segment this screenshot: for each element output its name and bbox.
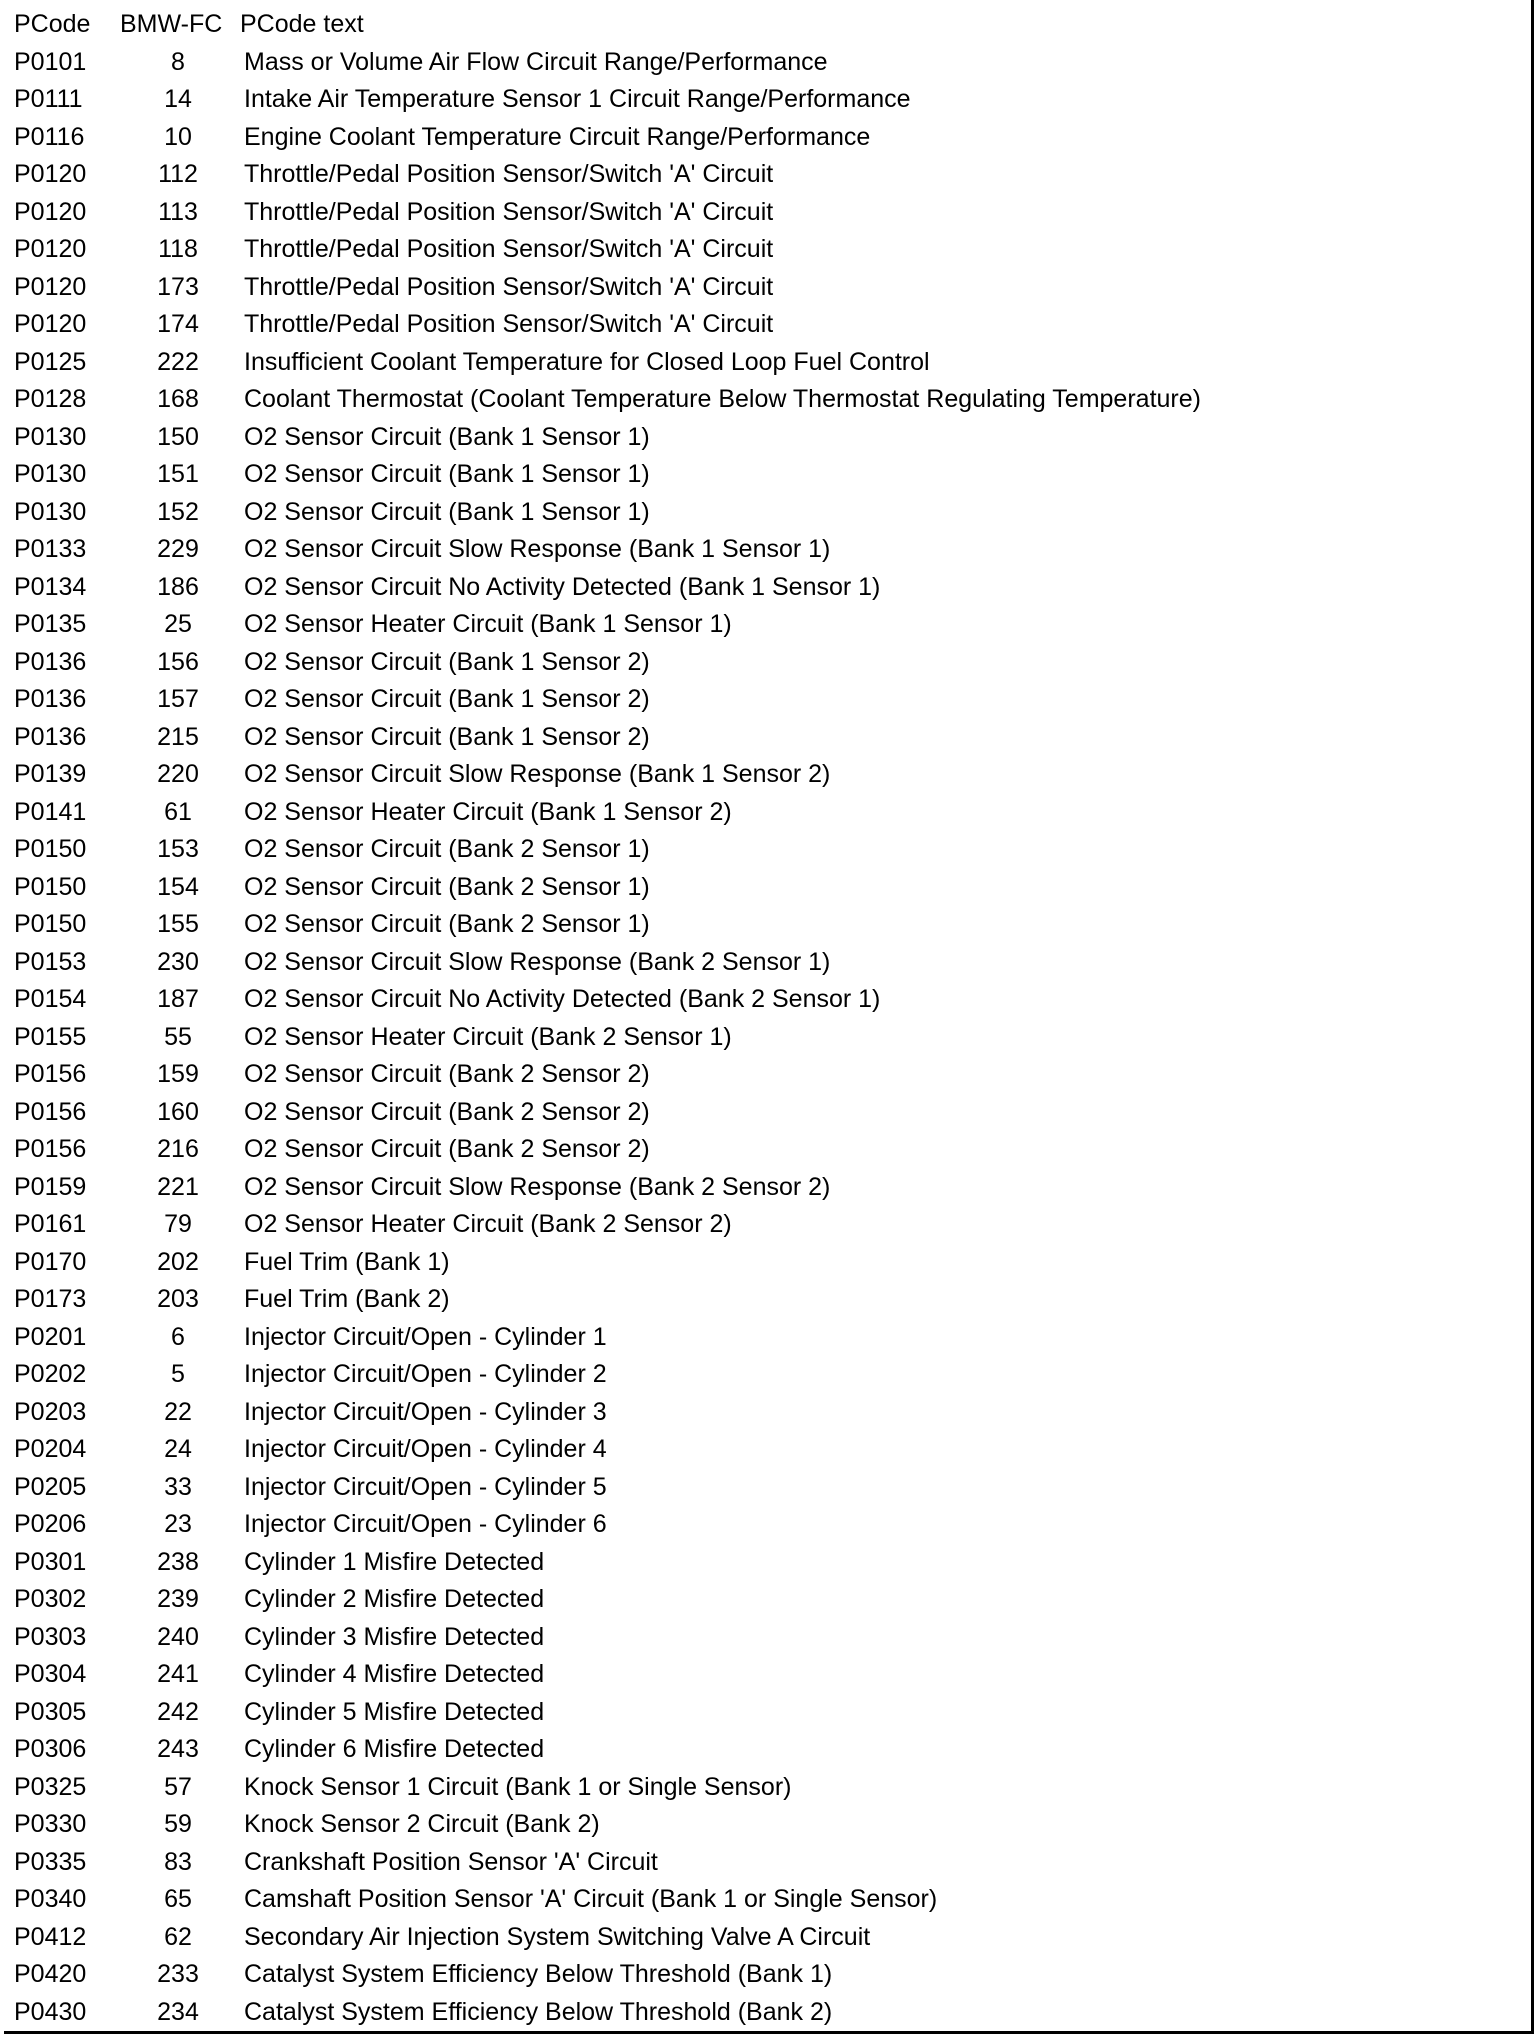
pcode-text-cell: Throttle/Pedal Position Sensor/Switch 'A' Circuit bbox=[244, 235, 774, 263]
bmw-fc-cell: 83 bbox=[164, 1847, 192, 1876]
pcode-text-cell: Cylinder 1 Misfire Detected bbox=[244, 1547, 545, 1576]
table-row bbox=[4, 44, 1530, 82]
pcode-cell: P0120 bbox=[14, 310, 87, 338]
pcode-cell: P0202 bbox=[14, 1360, 87, 1388]
bmw-fc-cell: 221 bbox=[157, 1172, 199, 1201]
table-row bbox=[4, 1581, 1530, 1619]
fault-code-sheet bbox=[4, 0, 1534, 2034]
bmw-fc-cell: 186 bbox=[157, 572, 199, 601]
bmw-fc-cell: 202 bbox=[157, 1247, 199, 1276]
pcode-text-cell: O2 Sensor Circuit (Bank 1 Sensor 2) bbox=[244, 722, 650, 751]
table-row bbox=[4, 644, 1530, 682]
pcode-cell: P0116 bbox=[14, 122, 85, 151]
pcode-text-cell: Throttle/Pedal Position Sensor/Switch 'A' Circuit bbox=[244, 160, 774, 188]
pcode-text-cell: O2 Sensor Circuit (Bank 2 Sensor 2) bbox=[244, 1135, 650, 1163]
pcode-text-cell: O2 Sensor Circuit (Bank 1 Sensor 1) bbox=[244, 422, 650, 451]
pcode-text-cell: Knock Sensor 1 Circuit (Bank 1 or Single Sensor) bbox=[244, 1772, 792, 1801]
table-row bbox=[4, 1544, 1530, 1582]
pcode-text-cell: Injector Circuit/Open - Cylinder 4 bbox=[244, 1435, 607, 1463]
table-row bbox=[4, 381, 1530, 419]
pcode-cell: P0125 bbox=[14, 347, 87, 376]
table-row bbox=[4, 419, 1530, 457]
bmw-fc-cell: 57 bbox=[164, 1772, 192, 1801]
bmw-fc-cell: 152 bbox=[157, 497, 199, 526]
pcode-cell: P0134 bbox=[14, 572, 87, 601]
bmw-fc-cell: 157 bbox=[157, 685, 199, 713]
bmw-fc-cell: 55 bbox=[164, 1022, 192, 1051]
table-body bbox=[4, 44, 1530, 2032]
bmw-fc-cell: 5 bbox=[171, 1360, 185, 1388]
table-header-row bbox=[4, 6, 1530, 44]
bmw-fc-cell: 150 bbox=[157, 422, 199, 451]
table-row bbox=[4, 81, 1530, 119]
bmw-fc-cell: 215 bbox=[157, 722, 199, 751]
bmw-fc-cell: 233 bbox=[157, 1960, 199, 1988]
header-pcode: PCode bbox=[14, 10, 91, 38]
pcode-text-cell: Fuel Trim (Bank 1) bbox=[244, 1247, 450, 1276]
table-row bbox=[4, 569, 1530, 607]
pcode-cell: P0153 bbox=[14, 947, 87, 976]
bmw-fc-cell: 59 bbox=[164, 1810, 192, 1838]
bmw-fc-cell: 6 bbox=[171, 1322, 185, 1351]
bmw-fc-cell: 238 bbox=[157, 1547, 199, 1576]
pcode-cell: P0159 bbox=[14, 1172, 87, 1201]
pcode-cell: P0156 bbox=[14, 1135, 87, 1163]
pcode-text-cell: O2 Sensor Circuit (Bank 2 Sensor 1) bbox=[244, 910, 650, 938]
pcode-text-cell: Cylinder 4 Misfire Detected bbox=[244, 1660, 545, 1688]
bmw-fc-cell: 173 bbox=[157, 272, 199, 301]
bmw-fc-cell: 239 bbox=[157, 1585, 199, 1613]
pcode-text-cell: Mass or Volume Air Flow Circuit Range/Performance bbox=[244, 47, 828, 76]
pcode-text-cell: Intake Air Temperature Sensor 1 Circuit Range/Performance bbox=[244, 85, 911, 113]
header-bmw-fc: BMW-FC bbox=[120, 10, 223, 38]
table-row bbox=[4, 1956, 1530, 1994]
pcode-text-cell: Throttle/Pedal Position Sensor/Switch 'A' Circuit bbox=[244, 310, 774, 338]
pcode-text-cell: O2 Sensor Circuit Slow Response (Bank 1 Sensor 2) bbox=[244, 760, 831, 788]
pcode-text-cell: Cylinder 6 Misfire Detected bbox=[244, 1735, 545, 1763]
table-row bbox=[4, 269, 1530, 307]
table-row bbox=[4, 1694, 1530, 1732]
pcode-cell: P0170 bbox=[14, 1247, 87, 1276]
pcode-text-cell: O2 Sensor Heater Circuit (Bank 2 Sensor 1) bbox=[244, 1022, 732, 1051]
table-row bbox=[4, 1656, 1530, 1694]
pcode-text-cell: O2 Sensor Circuit (Bank 2 Sensor 1) bbox=[244, 835, 650, 863]
bmw-fc-cell: 156 bbox=[157, 647, 199, 676]
bmw-fc-cell: 24 bbox=[164, 1435, 192, 1463]
table-row bbox=[4, 869, 1530, 907]
bmw-fc-cell: 23 bbox=[164, 1510, 192, 1538]
table-row bbox=[4, 119, 1530, 157]
bmw-fc-cell: 153 bbox=[157, 835, 199, 863]
pcode-cell: P0201 bbox=[14, 1322, 87, 1351]
table-row bbox=[4, 606, 1530, 644]
bmw-fc-cell: 160 bbox=[157, 1097, 199, 1126]
pcode-cell: P0325 bbox=[14, 1772, 87, 1801]
pcode-text-cell: O2 Sensor Circuit (Bank 1 Sensor 2) bbox=[244, 685, 650, 713]
table-row bbox=[4, 1131, 1530, 1169]
table-row bbox=[4, 1356, 1530, 1394]
bmw-fc-cell: 14 bbox=[164, 85, 192, 113]
table-row bbox=[4, 1394, 1530, 1432]
bmw-fc-cell: 240 bbox=[157, 1622, 199, 1651]
bmw-fc-cell: 62 bbox=[164, 1922, 192, 1951]
pcode-cell: P0335 bbox=[14, 1847, 87, 1876]
pcode-text-cell: O2 Sensor Circuit No Activity Detected (Bank 2 Sensor 1) bbox=[244, 985, 881, 1013]
pcode-cell: P0430 bbox=[14, 1997, 87, 2026]
bmw-fc-cell: 151 bbox=[157, 460, 199, 488]
pcode-text-cell: Injector Circuit/Open - Cylinder 2 bbox=[244, 1360, 607, 1388]
pcode-cell: P0120 bbox=[14, 160, 87, 188]
pcode-cell: P0120 bbox=[14, 272, 87, 301]
pcode-cell: P0120 bbox=[14, 197, 87, 226]
pcode-text-cell: Catalyst System Efficiency Below Threshold (Bank 1) bbox=[244, 1960, 833, 1988]
table-row bbox=[4, 344, 1530, 382]
table-row bbox=[4, 831, 1530, 869]
pcode-cell: P0136 bbox=[14, 685, 87, 713]
pcode-text-cell: Catalyst System Efficiency Below Threshold (Bank 2) bbox=[244, 1997, 833, 2026]
bmw-fc-cell: 10 bbox=[164, 122, 192, 151]
pcode-text-cell: O2 Sensor Circuit No Activity Detected (Bank 1 Sensor 1) bbox=[244, 572, 881, 601]
pcode-text-cell: Throttle/Pedal Position Sensor/Switch 'A' Circuit bbox=[244, 197, 774, 226]
bmw-fc-cell: 222 bbox=[157, 347, 199, 376]
bmw-fc-cell: 243 bbox=[157, 1735, 199, 1763]
pcode-text-cell: Cylinder 2 Misfire Detected bbox=[244, 1585, 545, 1613]
pcode-cell: P0136 bbox=[14, 647, 87, 676]
bmw-fc-cell: 65 bbox=[164, 1885, 192, 1913]
bmw-fc-cell: 33 bbox=[164, 1472, 192, 1501]
pcode-text-cell: Insufficient Coolant Temperature for Closed Loop Fuel Control bbox=[244, 347, 930, 376]
bmw-fc-cell: 216 bbox=[157, 1135, 199, 1163]
pcode-cell: P0130 bbox=[14, 460, 87, 488]
table-row bbox=[4, 1206, 1530, 1244]
table-row bbox=[4, 1619, 1530, 1657]
bmw-fc-cell: 159 bbox=[157, 1060, 199, 1088]
pcode-text-cell: Knock Sensor 2 Circuit (Bank 2) bbox=[244, 1810, 600, 1838]
table-row bbox=[4, 681, 1530, 719]
bmw-fc-cell: 113 bbox=[158, 197, 198, 226]
pcode-text-cell: O2 Sensor Circuit (Bank 1 Sensor 1) bbox=[244, 497, 650, 526]
pcode-cell: P0156 bbox=[14, 1097, 87, 1126]
table-row bbox=[4, 1844, 1530, 1882]
table-row bbox=[4, 1994, 1530, 2032]
pcode-text-cell: Cylinder 5 Misfire Detected bbox=[244, 1697, 545, 1726]
table-row bbox=[4, 1281, 1530, 1319]
pcode-cell: P0204 bbox=[14, 1435, 87, 1463]
table-row bbox=[4, 1094, 1530, 1132]
table-row bbox=[4, 1319, 1530, 1357]
pcode-cell: P0173 bbox=[14, 1285, 87, 1313]
pcode-cell: P0305 bbox=[14, 1697, 87, 1726]
table-row bbox=[4, 756, 1530, 794]
pcode-text-cell: Injector Circuit/Open - Cylinder 5 bbox=[244, 1472, 607, 1501]
bmw-fc-cell: 25 bbox=[164, 610, 192, 638]
table-row bbox=[4, 1056, 1530, 1094]
table-row bbox=[4, 306, 1530, 344]
bmw-fc-cell: 174 bbox=[157, 310, 199, 338]
pcode-cell: P0302 bbox=[14, 1585, 87, 1613]
bmw-fc-cell: 61 bbox=[164, 797, 192, 826]
pcode-cell: P0128 bbox=[14, 385, 87, 413]
pcode-cell: P0150 bbox=[14, 835, 87, 863]
table-row bbox=[4, 1469, 1530, 1507]
pcode-cell: P0111 bbox=[14, 85, 83, 113]
pcode-cell: P0420 bbox=[14, 1960, 87, 1988]
pcode-cell: P0135 bbox=[14, 610, 87, 638]
table-row bbox=[4, 1169, 1530, 1207]
pcode-text-cell: O2 Sensor Heater Circuit (Bank 1 Sensor 1) bbox=[244, 610, 732, 638]
pcode-cell: P0136 bbox=[14, 722, 87, 751]
bmw-fc-cell: 8 bbox=[171, 47, 185, 76]
pcode-cell: P0155 bbox=[14, 1022, 87, 1051]
table-row bbox=[4, 456, 1530, 494]
bmw-fc-cell: 203 bbox=[157, 1285, 199, 1313]
pcode-cell: P0306 bbox=[14, 1735, 87, 1763]
pcode-cell: P0120 bbox=[14, 235, 87, 263]
table-row bbox=[4, 156, 1530, 194]
pcode-text-cell: Fuel Trim (Bank 2) bbox=[244, 1285, 450, 1313]
pcode-cell: P0141 bbox=[14, 797, 87, 826]
bmw-fc-cell: 187 bbox=[157, 985, 199, 1013]
table-row bbox=[4, 1919, 1530, 1957]
bmw-fc-cell: 234 bbox=[157, 1997, 199, 2026]
pcode-text-cell: Throttle/Pedal Position Sensor/Switch 'A' Circuit bbox=[244, 272, 774, 301]
table-row bbox=[4, 531, 1530, 569]
bmw-fc-cell: 230 bbox=[157, 947, 199, 976]
bmw-fc-cell: 229 bbox=[157, 535, 199, 563]
pcode-text-cell: O2 Sensor Circuit (Bank 1 Sensor 1) bbox=[244, 460, 650, 488]
pcode-cell: P0156 bbox=[14, 1060, 87, 1088]
pcode-cell: P0139 bbox=[14, 760, 87, 788]
table-row bbox=[4, 1506, 1530, 1544]
pcode-cell: P0133 bbox=[14, 535, 87, 563]
bmw-fc-cell: 242 bbox=[157, 1697, 199, 1726]
pcode-text-cell: Engine Coolant Temperature Circuit Range/Performance bbox=[244, 122, 871, 151]
bmw-fc-cell: 79 bbox=[164, 1210, 192, 1238]
pcode-text-cell: O2 Sensor Heater Circuit (Bank 1 Sensor 2) bbox=[244, 797, 732, 826]
pcode-cell: P0340 bbox=[14, 1885, 87, 1913]
bmw-fc-cell: 22 bbox=[164, 1397, 192, 1426]
bmw-fc-cell: 112 bbox=[158, 160, 198, 188]
pcode-text-cell: Injector Circuit/Open - Cylinder 6 bbox=[244, 1510, 607, 1538]
pcode-text-cell: Cylinder 3 Misfire Detected bbox=[244, 1622, 545, 1651]
table-row bbox=[4, 1244, 1530, 1282]
bmw-fc-cell: 220 bbox=[157, 760, 199, 788]
fault-code-table bbox=[4, 6, 1530, 2031]
pcode-text-cell: O2 Sensor Circuit (Bank 1 Sensor 2) bbox=[244, 647, 650, 676]
table-row bbox=[4, 1731, 1530, 1769]
pcode-cell: P0304 bbox=[14, 1660, 87, 1688]
pcode-text-cell: Coolant Thermostat (Coolant Temperature Below Thermostat Regulating Temperature) bbox=[244, 385, 1201, 413]
table-row bbox=[4, 719, 1530, 757]
table-row bbox=[4, 1019, 1530, 1057]
pcode-text-cell: O2 Sensor Circuit Slow Response (Bank 1 Sensor 1) bbox=[244, 535, 831, 563]
table-row bbox=[4, 981, 1530, 1019]
table-row bbox=[4, 494, 1530, 532]
pcode-text-cell: O2 Sensor Circuit Slow Response (Bank 2 Sensor 1) bbox=[244, 947, 831, 976]
pcode-cell: P0150 bbox=[14, 872, 87, 901]
pcode-text-cell: Injector Circuit/Open - Cylinder 1 bbox=[244, 1322, 607, 1351]
pcode-cell: P0161 bbox=[14, 1210, 87, 1238]
pcode-cell: P0412 bbox=[14, 1922, 87, 1951]
pcode-text-cell: Camshaft Position Sensor 'A' Circuit (Bank 1 or Single Sensor) bbox=[244, 1885, 938, 1913]
bmw-fc-cell: 241 bbox=[157, 1660, 199, 1688]
pcode-cell: P0203 bbox=[14, 1397, 87, 1426]
pcode-text-cell: Crankshaft Position Sensor 'A' Circuit bbox=[244, 1847, 658, 1876]
pcode-cell: P0130 bbox=[14, 497, 87, 526]
pcode-cell: P0206 bbox=[14, 1510, 87, 1538]
pcode-text-cell: O2 Sensor Heater Circuit (Bank 2 Sensor 2) bbox=[244, 1210, 732, 1238]
table-row bbox=[4, 944, 1530, 982]
table-row bbox=[4, 1806, 1530, 1844]
pcode-text-cell: Secondary Air Injection System Switching Valve A Circuit bbox=[244, 1922, 871, 1951]
pcode-cell: P0154 bbox=[14, 985, 87, 1013]
bmw-fc-cell: 118 bbox=[158, 235, 198, 263]
pcode-cell: P0303 bbox=[14, 1622, 87, 1651]
header-pcode-text: PCode text bbox=[240, 10, 364, 38]
pcode-cell: P0330 bbox=[14, 1810, 87, 1838]
pcode-text-cell: O2 Sensor Circuit (Bank 2 Sensor 1) bbox=[244, 872, 650, 901]
pcode-cell: P0301 bbox=[14, 1547, 87, 1576]
bmw-fc-cell: 155 bbox=[157, 910, 199, 938]
pcode-text-cell: O2 Sensor Circuit Slow Response (Bank 2 Sensor 2) bbox=[244, 1172, 831, 1201]
pcode-text-cell: O2 Sensor Circuit (Bank 2 Sensor 2) bbox=[244, 1097, 650, 1126]
table-row bbox=[4, 1431, 1530, 1469]
table-row bbox=[4, 231, 1530, 269]
table-row bbox=[4, 794, 1530, 832]
pcode-cell: P0130 bbox=[14, 422, 87, 451]
table-row bbox=[4, 1769, 1530, 1807]
pcode-cell: P0101 bbox=[14, 47, 87, 76]
table-row bbox=[4, 906, 1530, 944]
table-row bbox=[4, 1881, 1530, 1919]
pcode-text-cell: O2 Sensor Circuit (Bank 2 Sensor 2) bbox=[244, 1060, 650, 1088]
bmw-fc-cell: 154 bbox=[157, 872, 199, 901]
pcode-text-cell: Injector Circuit/Open - Cylinder 3 bbox=[244, 1397, 607, 1426]
pcode-cell: P0150 bbox=[14, 910, 87, 938]
table-row bbox=[4, 194, 1530, 232]
pcode-cell: P0205 bbox=[14, 1472, 87, 1501]
bmw-fc-cell: 168 bbox=[157, 385, 199, 413]
